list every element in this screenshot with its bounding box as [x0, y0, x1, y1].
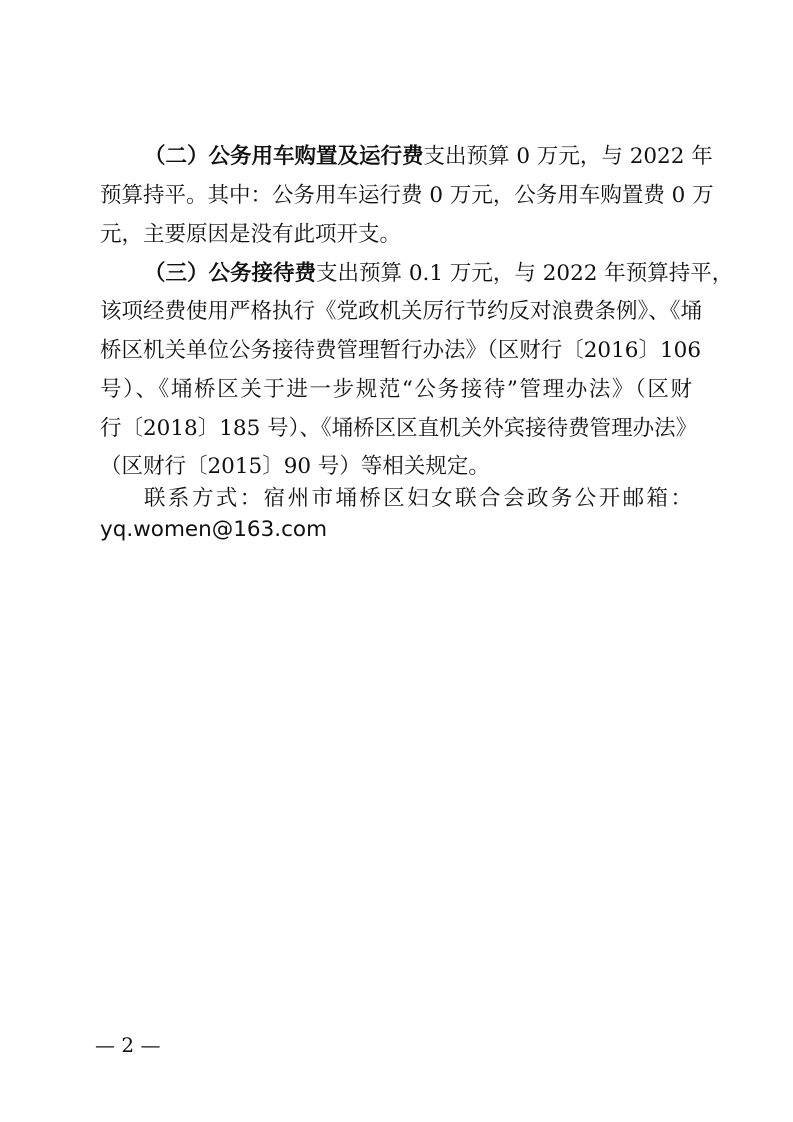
section2-line1-text: 支出预算 0 万元，与 2022 年 — [423, 144, 713, 169]
section3-line1-text: 支出预算 0.1 万元，与 2022 年预算持平， — [316, 261, 734, 286]
section3-line2: 该项经费使用严格执行《党政机关厉行节约反对浪费条例》、《埇 — [100, 299, 703, 324]
section3-line1 — [144, 259, 734, 289]
section3-line3: 桥区机关单位公务接待费管理暂行办法》（区财行〔2016〕106 — [100, 338, 702, 363]
section3-line4: 号）、《埇桥区关于进一步规范“公务接待”管理办法》（区财 — [100, 377, 692, 402]
section2-line3: 元，主要原因是没有此项开支。 — [100, 222, 402, 247]
section3-line6: （区财行〔2015〕90 号）等相关规定。 — [100, 454, 490, 479]
section3-heading: （三）公务接待费 — [144, 261, 317, 286]
section3-line5: 行〔2018〕185 号）、《埇桥区区直机关外宾接待费管理办法》 — [100, 416, 698, 441]
page-number: — 2 — — [95, 1033, 161, 1057]
section2-line1 — [144, 142, 713, 172]
section2-line2: 预算持平。其中：公务用车运行费 0 万元，公务用车购置费 0 万 — [100, 183, 714, 208]
contact-line1: 联系方式：宿州市埇桥区妇女联合会政务公开邮箱： — [144, 486, 692, 511]
section2-heading: （二）公务用车购置及运行费 — [144, 144, 424, 169]
contact-email[interactable]: yq.women@163.com — [100, 517, 328, 542]
